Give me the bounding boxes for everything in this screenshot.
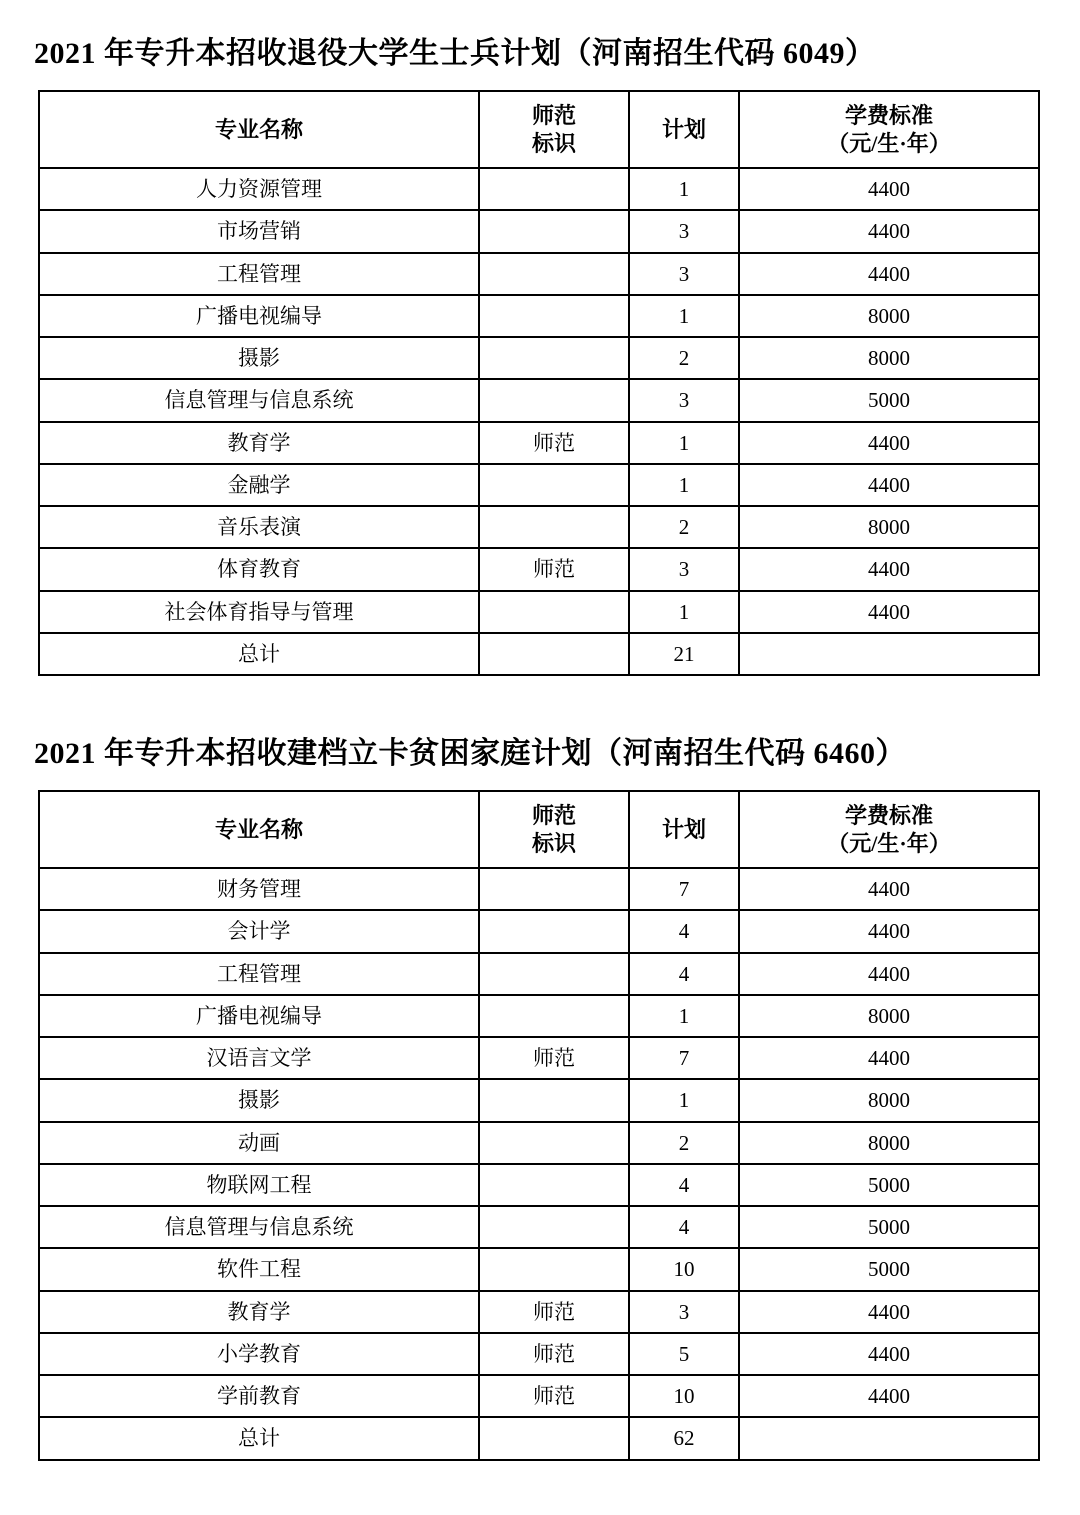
cell-plan: 3: [629, 1291, 739, 1333]
cell-major: 财务管理: [39, 868, 479, 910]
table-row: [39, 1375, 1039, 1417]
cell-tuition: 4400: [739, 168, 1039, 210]
cell-tuition: 8000: [739, 337, 1039, 379]
table-row: [39, 953, 1039, 995]
cell-normal-flag: [479, 506, 629, 548]
table-total-row: [39, 1417, 1039, 1459]
cell-major: 小学教育: [39, 1333, 479, 1375]
cell-plan: 7: [629, 1037, 739, 1079]
cell-tuition: [739, 633, 1039, 675]
cell-normal-flag: 师范: [479, 548, 629, 590]
table-row: [39, 1037, 1039, 1079]
cell-normal-flag: 师范: [479, 422, 629, 464]
cell-major: 物联网工程: [39, 1164, 479, 1206]
cell-normal-flag: [479, 1122, 629, 1164]
cell-plan: 3: [629, 548, 739, 590]
column-header-tuition: [739, 791, 1039, 868]
table-body: [39, 168, 1039, 675]
admission-plan-table-secondary: [38, 790, 1040, 1461]
column-header-normal-flag-line2: 标识: [531, 830, 576, 856]
cell-tuition: 4400: [739, 910, 1039, 952]
cell-tuition: 8000: [739, 1079, 1039, 1121]
table-header: [39, 91, 1039, 168]
cell-plan: 1: [629, 464, 739, 506]
cell-normal-flag: [479, 633, 629, 675]
cell-plan: 4: [629, 1206, 739, 1248]
table-header: [39, 791, 1039, 868]
column-header-tuition-line1: 学费标准: [844, 803, 933, 828]
cell-plan: 3: [629, 253, 739, 295]
cell-normal-flag: [479, 253, 629, 295]
page-title-secondary: 2021 年专升本招收建档立卡贫困家庭计划（河南招生代码 6460）: [34, 737, 906, 770]
cell-normal-flag: [479, 1248, 629, 1290]
table-row: [39, 1333, 1039, 1375]
cell-major: 社会体育指导与管理: [39, 591, 479, 633]
cell-plan: 1: [629, 1079, 739, 1121]
cell-tuition: 5000: [739, 1248, 1039, 1290]
cell-major: 音乐表演: [39, 506, 479, 548]
cell-plan: 1: [629, 295, 739, 337]
cell-normal-flag: [479, 1079, 629, 1121]
column-header-normal-flag-line1: 师范: [531, 803, 576, 828]
cell-normal-flag: [479, 953, 629, 995]
plan-section-veteran-students: [30, 28, 1050, 676]
table-header-row: [39, 91, 1039, 168]
table-row: [39, 1079, 1039, 1121]
cell-plan: 4: [629, 1164, 739, 1206]
cell-plan: 3: [629, 210, 739, 252]
cell-plan: 1: [629, 422, 739, 464]
cell-major: 学前教育: [39, 1375, 479, 1417]
table-body: [39, 868, 1039, 1460]
table-row: [39, 295, 1039, 337]
column-header-plan: 计划: [629, 91, 739, 168]
cell-major: 教育学: [39, 1291, 479, 1333]
table-row: [39, 591, 1039, 633]
column-header-plan: 计划: [629, 791, 739, 868]
column-header-major: 专业名称: [39, 791, 479, 868]
table-row: [39, 168, 1039, 210]
cell-plan: 7: [629, 868, 739, 910]
cell-normal-flag: [479, 995, 629, 1037]
cell-total-plan: 21: [629, 633, 739, 675]
cell-major: 工程管理: [39, 953, 479, 995]
cell-plan: 2: [629, 1122, 739, 1164]
table-row: [39, 464, 1039, 506]
cell-normal-flag: [479, 379, 629, 421]
cell-normal-flag: 师范: [479, 1375, 629, 1417]
cell-major: 广播电视编导: [39, 295, 479, 337]
cell-major: 金融学: [39, 464, 479, 506]
cell-tuition: 4400: [739, 464, 1039, 506]
table-row: [39, 379, 1039, 421]
cell-normal-flag: [479, 1417, 629, 1459]
cell-normal-flag: [479, 210, 629, 252]
cell-tuition: 4400: [739, 1375, 1039, 1417]
cell-plan: 5: [629, 1333, 739, 1375]
cell-plan: 1: [629, 591, 739, 633]
cell-major: 广播电视编导: [39, 995, 479, 1037]
cell-major: 人力资源管理: [39, 168, 479, 210]
cell-major: 摄影: [39, 1079, 479, 1121]
table-row: [39, 910, 1039, 952]
cell-major: 摄影: [39, 337, 479, 379]
column-header-tuition: [739, 91, 1039, 168]
cell-tuition: 4400: [739, 953, 1039, 995]
cell-tuition: 4400: [739, 591, 1039, 633]
table-row: [39, 1206, 1039, 1248]
cell-major: 会计学: [39, 910, 479, 952]
cell-major: 软件工程: [39, 1248, 479, 1290]
cell-plan: 2: [629, 506, 739, 548]
table-row: [39, 210, 1039, 252]
cell-tuition: 4400: [739, 253, 1039, 295]
table-total-row: [39, 633, 1039, 675]
cell-normal-flag: [479, 337, 629, 379]
cell-major: 汉语言文学: [39, 1037, 479, 1079]
cell-normal-flag: [479, 591, 629, 633]
table-row: [39, 1122, 1039, 1164]
cell-major: 工程管理: [39, 253, 479, 295]
column-header-normal-flag: [479, 791, 629, 868]
table-header-row: [39, 791, 1039, 868]
cell-tuition: 8000: [739, 295, 1039, 337]
table-row: [39, 337, 1039, 379]
cell-major: 市场营销: [39, 210, 479, 252]
plan-section-poverty-alleviation: [30, 728, 1050, 1461]
cell-tuition: 8000: [739, 1122, 1039, 1164]
cell-normal-flag: [479, 464, 629, 506]
cell-tuition: 4400: [739, 210, 1039, 252]
cell-plan: 1: [629, 168, 739, 210]
cell-major: 信息管理与信息系统: [39, 379, 479, 421]
table-row: [39, 868, 1039, 910]
table-row: [39, 422, 1039, 464]
column-header-major: 专业名称: [39, 91, 479, 168]
cell-normal-flag: 师范: [479, 1291, 629, 1333]
cell-tuition: 5000: [739, 1206, 1039, 1248]
cell-normal-flag: [479, 295, 629, 337]
cell-plan: 2: [629, 337, 739, 379]
table-row: [39, 995, 1039, 1037]
cell-normal-flag: [479, 868, 629, 910]
column-header-tuition-line2: （元/生·年）: [827, 830, 951, 856]
column-header-normal-flag-line2: 标识: [531, 130, 576, 156]
cell-normal-flag: [479, 910, 629, 952]
column-header-tuition-line1: 学费标准: [844, 103, 933, 128]
cell-tuition: 5000: [739, 379, 1039, 421]
cell-plan: 10: [629, 1248, 739, 1290]
cell-plan: 4: [629, 953, 739, 995]
column-header-tuition-line2: （元/生·年）: [827, 130, 951, 156]
cell-normal-flag: 师范: [479, 1333, 629, 1375]
cell-major: 教育学: [39, 422, 479, 464]
cell-tuition: 8000: [739, 995, 1039, 1037]
cell-normal-flag: 师范: [479, 1037, 629, 1079]
page-title: 2021 年专升本招收退役大学生士兵计划（河南招生代码 6049）: [34, 37, 876, 70]
cell-tuition: 4400: [739, 422, 1039, 464]
admission-plan-table: [38, 90, 1040, 676]
column-header-normal-flag-line1: 师范: [531, 103, 576, 128]
cell-plan: 10: [629, 1375, 739, 1417]
cell-plan: 3: [629, 379, 739, 421]
cell-tuition: 5000: [739, 1164, 1039, 1206]
cell-major: 体育教育: [39, 548, 479, 590]
cell-major: 信息管理与信息系统: [39, 1206, 479, 1248]
column-header-normal-flag: [479, 91, 629, 168]
cell-major: 动画: [39, 1122, 479, 1164]
cell-tuition: 8000: [739, 506, 1039, 548]
cell-plan: 1: [629, 995, 739, 1037]
table-row: [39, 1248, 1039, 1290]
cell-total-label: 总计: [39, 1417, 479, 1459]
table-row: [39, 1164, 1039, 1206]
cell-total-label: 总计: [39, 633, 479, 675]
cell-normal-flag: [479, 1164, 629, 1206]
cell-tuition: 4400: [739, 1333, 1039, 1375]
table-row: [39, 506, 1039, 548]
table-row: [39, 548, 1039, 590]
cell-normal-flag: [479, 1206, 629, 1248]
cell-tuition: 4400: [739, 1291, 1039, 1333]
table-row: [39, 1291, 1039, 1333]
cell-total-plan: 62: [629, 1417, 739, 1459]
cell-normal-flag: [479, 168, 629, 210]
cell-tuition: 4400: [739, 868, 1039, 910]
cell-tuition: 4400: [739, 548, 1039, 590]
cell-plan: 4: [629, 910, 739, 952]
cell-tuition: 4400: [739, 1037, 1039, 1079]
table-row: [39, 253, 1039, 295]
cell-tuition: [739, 1417, 1039, 1459]
